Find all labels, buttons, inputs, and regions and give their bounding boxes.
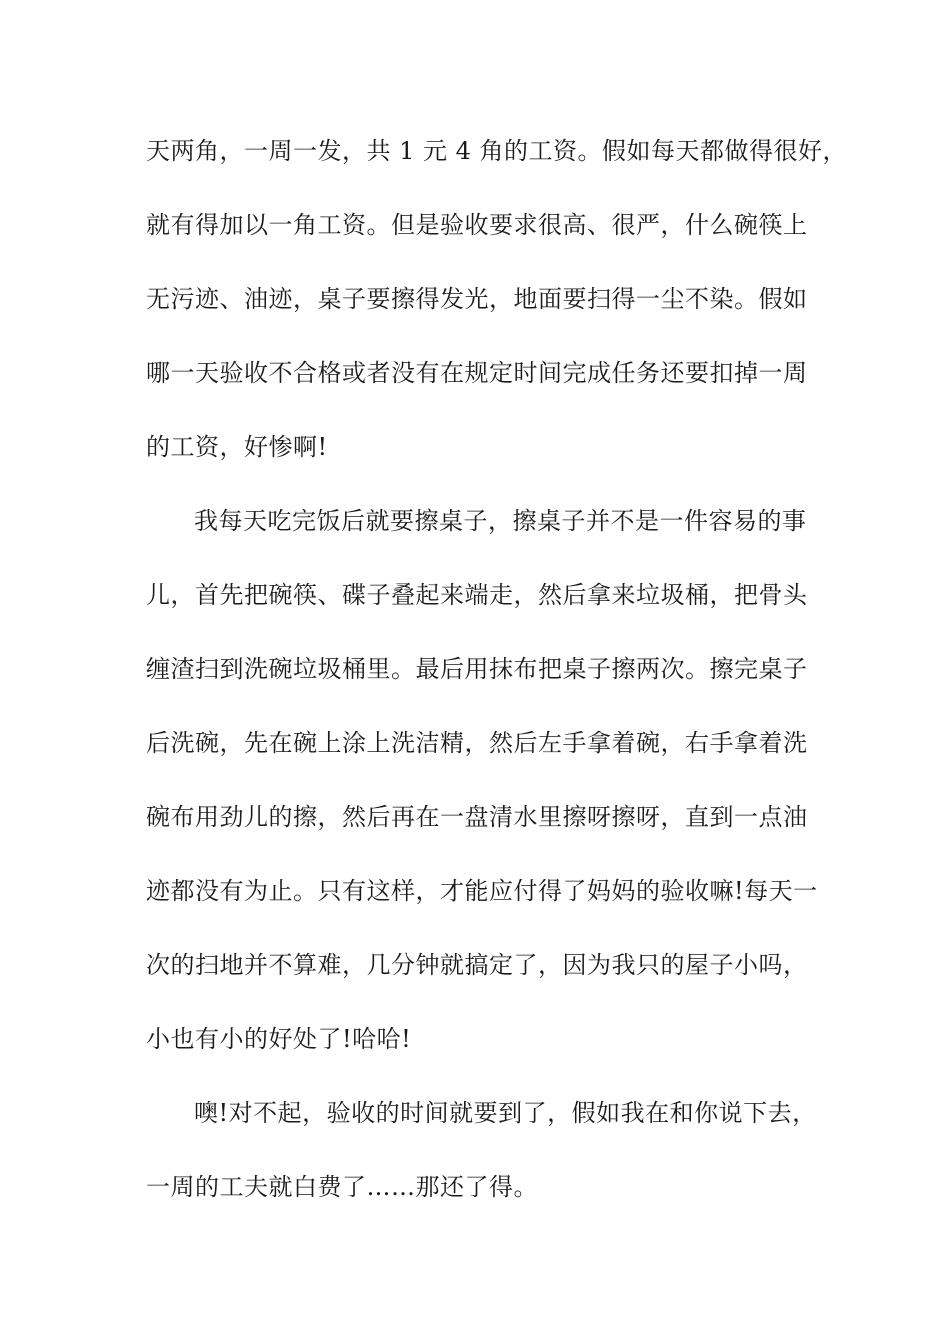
text-line: 后洗碗，先在碗上涂上洗洁精，然后左手拿着碗，右手拿着洗 — [146, 729, 808, 757]
text-line: 一周的工夫就白费了……那还了得。 — [146, 1173, 538, 1201]
text-line: 无污迹、油迹，桌子要擦得发光，地面要扫得一尘不染。假如 — [146, 285, 808, 313]
text-line: 的工资，好惨啊! — [146, 433, 328, 461]
text-line: 儿，首先把碗筷、碟子叠起来端走，然后拿来垃圾桶，把骨头 — [146, 581, 808, 609]
text-line: 我每天吃完饭后就要擦桌子，擦桌子并不是一件容易的事 — [194, 507, 807, 535]
text-line: 哪一天验收不合格或者没有在规定时间完成任务还要扣掉一周 — [146, 359, 808, 387]
paragraph-1 — [146, 128, 848, 498]
document-body — [146, 128, 848, 1238]
text-line: 天两角，一周一发，共 1 元 4 角的工资。假如每天都做得很好， — [146, 137, 848, 165]
text-line: 就有得加以一角工资。但是验收要求很高、很严，什么碗筷上 — [146, 211, 808, 239]
text-line: 迹都没有为止。只有这样，才能应付得了妈妈的验收嘛!每天一 — [146, 877, 818, 905]
text-line: 碗布用劲儿的擦，然后再在一盘清水里擦呀擦呀，直到一点油 — [146, 803, 808, 831]
text-line: 次的扫地并不算难，几分钟就搞定了，因为我只的屋子小吗， — [146, 951, 808, 979]
text-line: 小也有小的好处了!哈哈! — [146, 1025, 412, 1053]
text-line: 噢!对不起，验收的时间就要到了，假如我在和你说下去， — [194, 1099, 817, 1127]
text-line: 缠渣扫到洗碗垃圾桶里。最后用抹布把桌子擦两次。擦完桌子 — [146, 655, 808, 683]
paragraph-3 — [146, 1090, 817, 1238]
paragraph-2 — [146, 498, 818, 1090]
